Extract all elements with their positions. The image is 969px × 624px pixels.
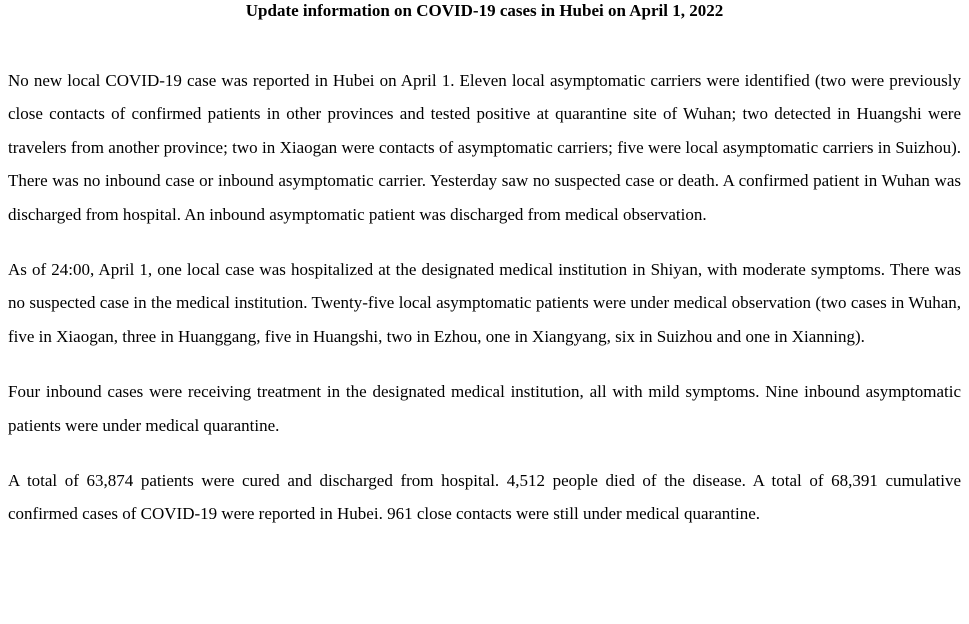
- paragraph-hospitalized: As of 24:00, April 1, one local case was hospitalized at the designated medical institution in Shiyan, with moderate symptoms. There was no suspected case in the medical institution. Twenty-five local asymptomatic patients were under medical observation (two cases in Wuhan, five in Xiaogan, three in Huanggang, five in Huangshi, two in Ezhou, one in Xiangyang, six in Suizhou and one in Xianning).: [8, 260, 961, 346]
- document-title: Update information on COVID-19 cases in Hubei on April 1, 2022: [245, 1, 724, 20]
- paragraph-totals: A total of 63,874 patients were cured and discharged from hospital. 4,512 people died of the disease. A total of 68,391 cumulative confirmed cases of COVID-19 were reported in Hubei. 961 close contacts were still under medical quarantine.: [8, 471, 961, 524]
- paragraph-inbound: Four inbound cases were receiving treatment in the designated medical institution, all with mild symptoms. Nine inbound asymptomatic patients were under medical quarantine.: [8, 382, 961, 435]
- paragraph-new-cases: No new local COVID-19 case was reported in Hubei on April 1. Eleven local asymptomatic carriers were identified (two were previously close contacts of confirmed patients in other provinces and tested positive at quarantine site of Wuhan; two detected in Huangshi were travelers from another province; two in Xiaogan were contacts of asymptomatic carriers; five were local asymptomatic carriers in Suizhou). There was no inbound case or inbound asymptomatic carrier. Yesterday saw no suspected case or death. A confirmed patient in Wuhan was discharged from hospital. An inbound asymptomatic patient was discharged from medical observation.: [8, 71, 961, 224]
